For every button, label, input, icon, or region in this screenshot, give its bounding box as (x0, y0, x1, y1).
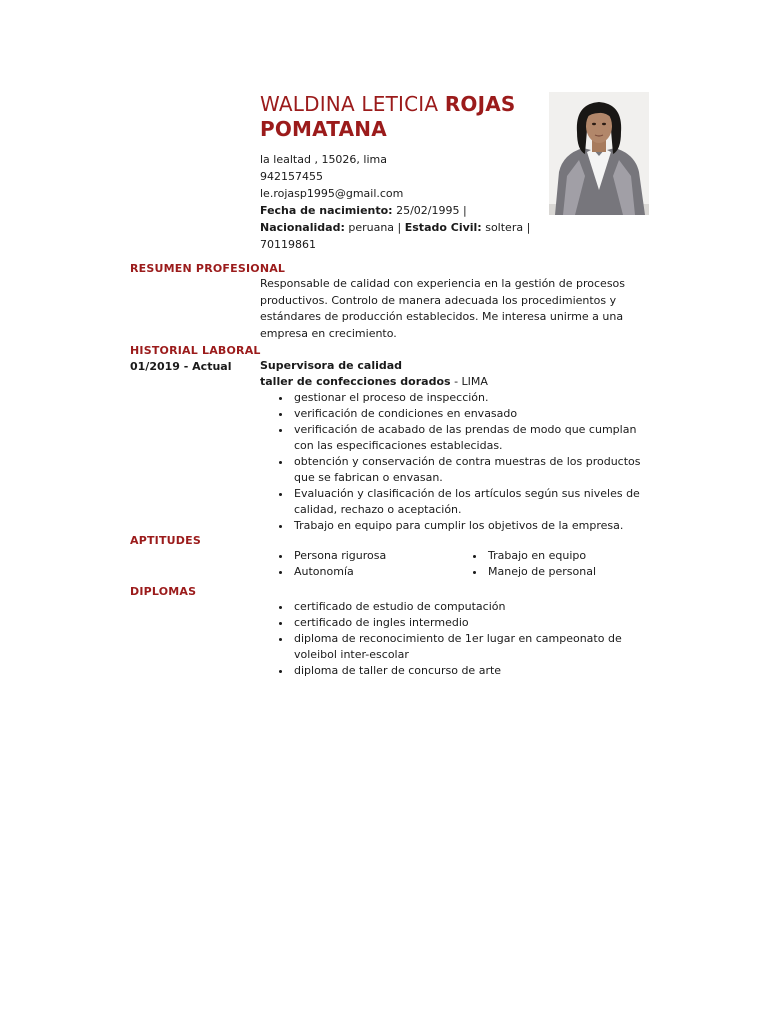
list-item: • Persona rigurosa (292, 548, 454, 564)
contact-info (260, 151, 545, 253)
list-item: • Evaluación y clasificación de los artículos según sus niveles de calidad, rechazo o aceptación. (292, 486, 650, 518)
birth-date-value: 25/02/1995 | (396, 204, 467, 217)
nationality-value: peruana | (348, 221, 402, 234)
list-item: • diploma de reconocimiento de 1er lugar en campeonato de voleibol inter-escolar (292, 631, 650, 663)
id-number: 70119861 (260, 238, 316, 251)
job-company: taller de confecciones dorados (260, 375, 451, 388)
skills-heading: APTITUDES (130, 534, 201, 547)
job-date: 01/2019 - Actual (130, 360, 232, 373)
job-tasks-list (260, 390, 650, 534)
job-company-line (260, 374, 650, 390)
job-location: - LIMA (454, 375, 488, 388)
skills-right-column (454, 548, 640, 580)
list-item: • diploma de taller de concurso de arte (292, 663, 650, 679)
address: la lealtad , 15026, lima (260, 153, 387, 166)
birth-date-line (260, 202, 545, 219)
skills-list (260, 548, 640, 580)
list-item: • verificación de acabado de las prendas de modo que cumplan con las especificaciones establecidas. (292, 422, 650, 454)
list-item: • gestionar el proceso de inspección. (292, 390, 650, 406)
skills-left-column (260, 548, 454, 580)
phone: 942157455 (260, 170, 323, 183)
diplomas-list (260, 599, 650, 679)
list-item: • verificación de condiciones en envasado (292, 406, 650, 422)
candidate-name (260, 92, 545, 142)
list-item: • certificado de estudio de computación (292, 599, 650, 615)
job-title: Supervisora de calidad (260, 359, 403, 372)
profile-photo-illustration (549, 92, 649, 215)
list-item: • certificado de ingles intermedio (292, 615, 650, 631)
nationality-label: Nacionalidad: (260, 221, 345, 234)
list-item: • Manejo de personal (486, 564, 640, 580)
summary-heading: RESUMEN PROFESIONAL (130, 262, 286, 275)
list-item: • Trabajo en equipo para cumplir los objetivos de la empresa. (292, 518, 650, 534)
summary-text: Responsable de calidad con experiencia en la gestión de procesos productivos. Controlo de manera adecuada los procedimientos y estándares de producción establecidos. Me interesa unirme a una empresa en crecimiento. (260, 277, 626, 340)
list-item: • Autonomía (292, 564, 454, 580)
job-entry (260, 358, 650, 534)
birth-date-label: Fecha de nacimiento: (260, 204, 393, 217)
civil-status-label: Estado Civil: (404, 221, 482, 234)
profile-photo (549, 92, 649, 215)
list-item: • Trabajo en equipo (486, 548, 640, 564)
civil-status-value: soltera | (485, 221, 531, 234)
first-names: WALDINA LETICIA (260, 92, 439, 116)
email: le.rojasp1995@gmail.com (260, 187, 404, 200)
work-history-heading: HISTORIAL LABORAL (130, 344, 261, 357)
diplomas-heading: DIPLOMAS (130, 585, 197, 598)
surnames: ROJAS POMATANA (260, 92, 516, 141)
diplomas-section (260, 599, 650, 679)
nationality-line (260, 219, 545, 236)
list-item: • obtención y conservación de contra muestras de los productos que se fabrican o envasan. (292, 454, 650, 486)
